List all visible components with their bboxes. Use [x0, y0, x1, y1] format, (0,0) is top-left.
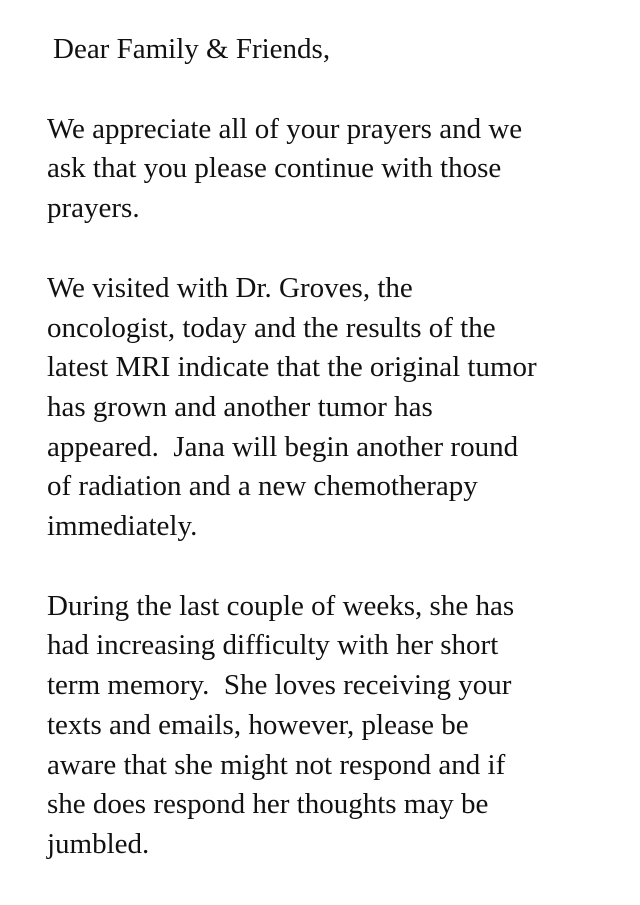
paragraph-memory	[47, 587, 632, 865]
text-line: term memory. She loves receiving your	[47, 669, 512, 702]
text-line: jumbled.	[47, 827, 150, 860]
text-line: had increasing difficulty with her short	[47, 629, 499, 662]
text-line: aware that she might not respond and if	[47, 748, 506, 781]
text-line: has grown and another tumor has	[47, 390, 433, 423]
paragraph-mri-results	[47, 269, 632, 547]
letter-body	[47, 30, 632, 905]
text-line: oncologist, today and the results of the	[47, 311, 496, 344]
text-line: of radiation and a new chemotherapy	[47, 470, 478, 503]
salutation: Dear Family & Friends,	[53, 33, 331, 65]
text-line: ask that you please continue with those	[47, 152, 502, 185]
text-line: We visited with Dr. Groves, the	[47, 271, 413, 304]
text-line: immediately.	[47, 510, 198, 543]
text-line: she does respond her thoughts may be	[47, 788, 489, 821]
text-line: appeared. Jana will begin another round	[47, 430, 519, 463]
text-line: We appreciate all of your prayers and we	[47, 112, 523, 145]
text-line: During the last couple of weeks, she has	[47, 589, 515, 622]
text-line: latest MRI indicate that the original tumor	[47, 351, 537, 384]
paragraph-prayers	[47, 110, 632, 229]
text-line: texts and emails, however, please be	[47, 708, 469, 741]
text-line: prayers.	[47, 192, 140, 225]
